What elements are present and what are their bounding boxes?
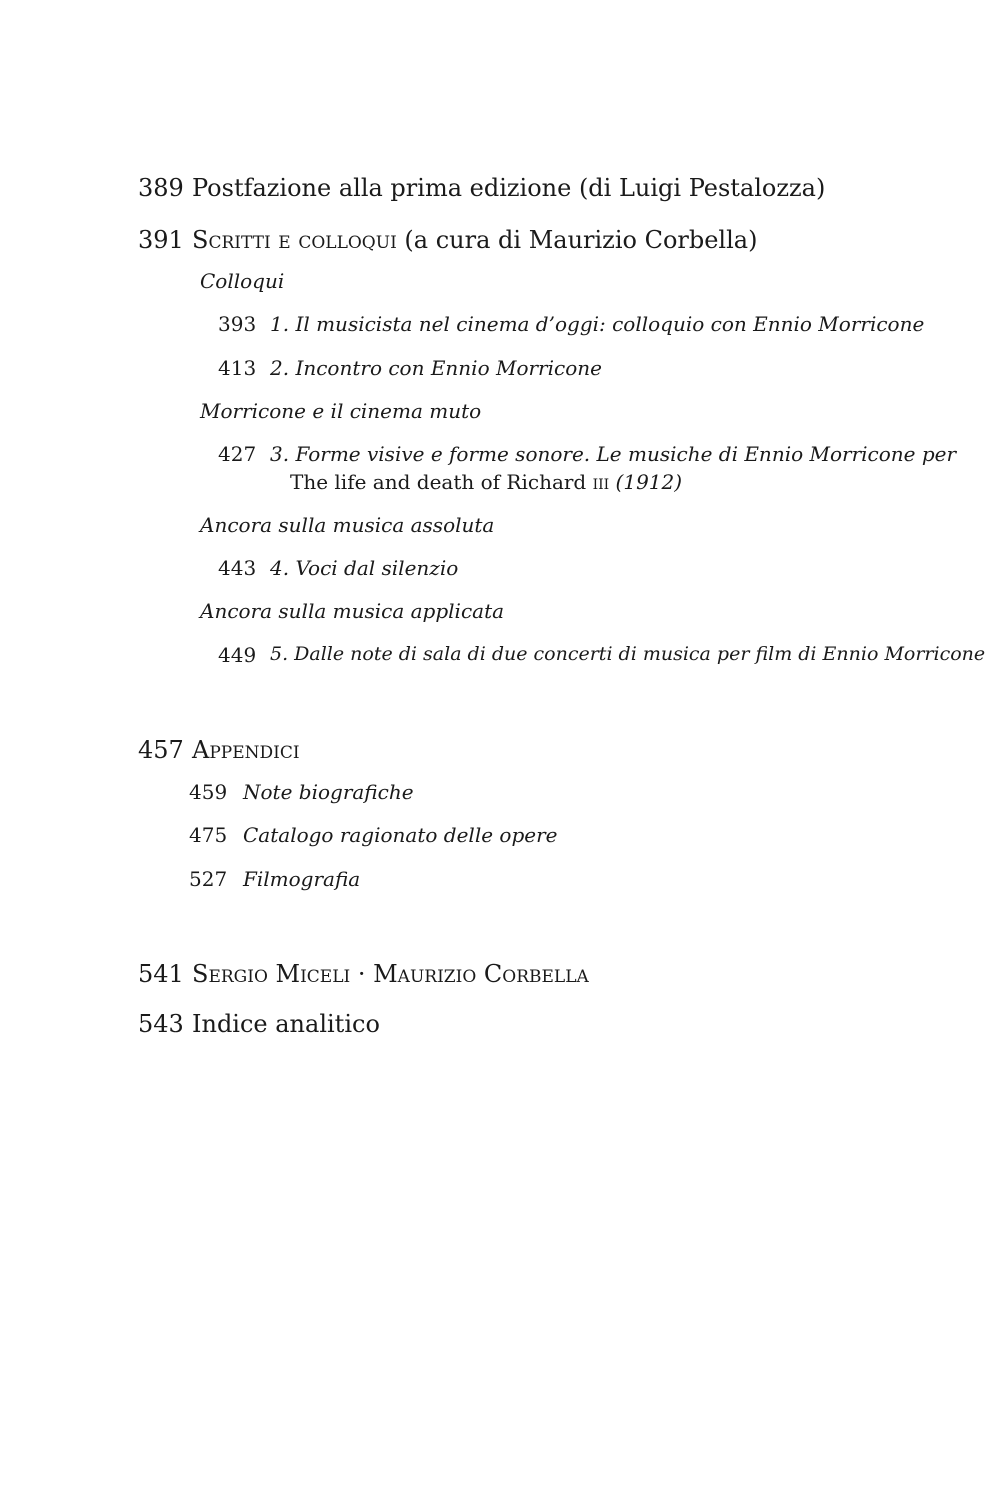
section-title-smallcaps: Appendici <box>192 736 300 764</box>
page-number: 413 <box>218 356 257 380</box>
entry-title: 4. Voci dal silenzio <box>270 556 459 580</box>
entry-title <box>192 228 757 252</box>
page-number: 427 <box>218 442 257 466</box>
group-heading-musica-assoluta: Ancora sulla musica assoluta <box>200 513 495 537</box>
entry-title: 3. Forme visive e forme sonore. Le musiche di Ennio Morricone per <box>270 442 957 466</box>
page-number: 457 <box>138 736 184 764</box>
page-number: 459 <box>189 780 228 804</box>
page-number: 475 <box>189 823 228 847</box>
group-heading-musica-applicata: Ancora sulla musica applicata <box>200 599 505 623</box>
group-heading-cinema-muto: Morricone e il cinema muto <box>200 399 482 423</box>
page-number: 449 <box>218 643 257 667</box>
entry-title: Note biografiche <box>243 780 414 804</box>
entry-title: Catalogo ragionato delle opere <box>243 823 558 847</box>
page-number: 393 <box>218 312 257 336</box>
entry-title: 2. Incontro con Ennio Morricone <box>270 356 602 380</box>
entry-title: Filmografia <box>243 867 361 891</box>
section-title-rest: (a cura di Maurizio Corbella) <box>396 226 758 254</box>
entry-title: 1. Il musicista nel cinema d’oggi: colloquio con Ennio Morricone <box>270 312 925 336</box>
film-title-numeral: iii <box>592 470 610 494</box>
page-number: 541 <box>138 960 184 988</box>
page-number: 391 <box>138 226 184 254</box>
section-title-smallcaps: Sergio Miceli · Maurizio Corbella <box>192 960 589 988</box>
section-title-smallcaps: Scritti e colloqui <box>192 226 397 254</box>
page-number: 527 <box>189 867 228 891</box>
page-number: 389 <box>138 174 184 202</box>
group-heading-colloqui: Colloqui <box>200 269 285 293</box>
entry-title-line2 <box>290 472 682 492</box>
page-number: 543 <box>138 1010 184 1038</box>
entry-title: 5. Dalle note di sala di due concerti di musica per film di Ennio Morricone <box>270 643 986 665</box>
entry-title: Indice analitico <box>192 1010 380 1038</box>
page-number: 443 <box>218 556 257 580</box>
entry-title: Postfazione alla prima edizione (di Luigi Pestalozza) <box>192 174 826 202</box>
film-year: (1912) <box>609 470 683 494</box>
film-title: The life and death of Richard <box>290 470 593 494</box>
